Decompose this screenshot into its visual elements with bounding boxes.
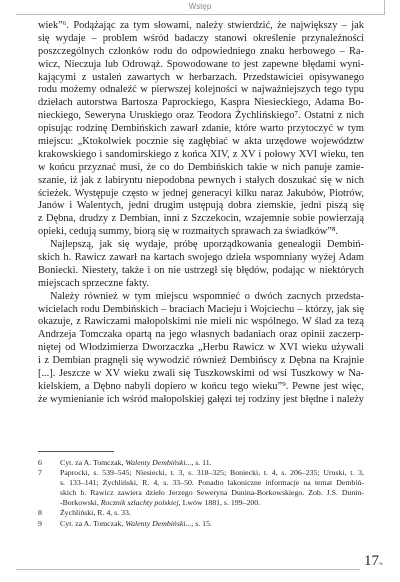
footnote-line: skich h. Rawicz zawiera dzieło Jerzego Seweryna Dunina-Borkowskiego. Zob. J.S. Dunin-	[60, 488, 364, 498]
body-line: wiek”⁶. Podążając za tym słowami, należy stwierdzić, że największy – jak	[38, 20, 364, 31]
body-line: ścieżek. Występuje często w jednej generacyi kilku naraz Jakubów, Piotrów,	[38, 187, 364, 199]
body-line: krakowskiego i sandomirskiego z końca XIV, z XV i połowy XVI wieku, ten	[38, 148, 364, 160]
body-line: opieki, cedują summy, biorą się w rozmaitych sprawach za świadków”⁸.	[38, 226, 339, 238]
body-line: szanie, iż jak z labiryntu niepodobna pewnych i stałych doszukać się w nich	[38, 174, 364, 186]
title-italic: Walenty Dembiński...	[125, 458, 192, 467]
body-line: Andrzeja Tomczaka opartą na jego własnych badaniach oraz opinii zaczerp-	[38, 329, 364, 341]
body-line: dziełach autorstwa Bartosza Paprockiego, Kaspra Niesieckiego, Adama Bo-	[38, 97, 364, 109]
title-italic: Rocznik szlachty polskiej	[100, 498, 179, 508]
footnote-line: -Borkowski, Rocznik szlachty polskiej, Lwów 1881, s. 199–200.	[60, 498, 261, 508]
body-line: [...]. Jeszcze w XV wieku zwali się Tuszkowskimi od wsi Tuszkowy w Na-	[38, 368, 364, 380]
body-line: Janów i Walentych, jedni drugim ustępują dobra ziemskie, jedni piszą się	[38, 200, 364, 212]
footnote-number: 9	[38, 518, 42, 528]
body-line: Należy również w tym miejscu wspomnieć o dwóch zacnych przedsta-	[50, 290, 364, 302]
body-line: z Dębna, drudzy z Dembian, inni z Szczekocin, wzajemnie sobie powierzają	[38, 213, 364, 225]
footnote-line: Cyt. za A. Tomczak, Walenty Dembiński..., s. 15.	[60, 518, 212, 528]
body-line: wicielach rodu Dembińskich – braciach Macieju i Wojciechu – którzy, jak się	[38, 303, 364, 315]
footnotes	[38, 458, 364, 529]
body-line: Najlepszą, jak się wydaje, próbę uporządkowania genealogii Dembiń-	[50, 239, 364, 251]
body-line: poszczególnych członków rodu do odpowiedniego znaku herbowego – Ra-	[38, 45, 364, 57]
folio-ornament-icon: ❧	[378, 560, 384, 568]
footer-rule	[16, 569, 360, 570]
title-italic: Walenty Dembiński...	[125, 518, 192, 528]
footnote	[38, 519, 364, 529]
header-rule	[16, 14, 385, 15]
page-number: 17	[364, 553, 379, 569]
body-line: i z Dembian pragnęli się wywodzić również Dembińscy z Dębna na Krajnie	[38, 355, 364, 367]
body-text	[38, 20, 364, 407]
body-line: wicz, Nieczuja lub Odrowąż. Spowodowane to jest zapewne błędami wyni-	[38, 58, 364, 70]
footnote-line: Paprocki, s. 539–545; Niesiecki, t. 3, s. 318–325; Boniecki, t. 4, s. 206–235; Uruski, t. 3,	[60, 468, 364, 478]
footnote-separator	[38, 451, 114, 452]
body-line: okazuje, z Rawiczami małopolskimi nie mieli nic wspólnego. W ślad za tezą	[38, 316, 364, 328]
body-line: nieckiego, Seweryna Uruskiego oraz Teodora Żychlińskiego⁷. Ostatni z nich	[38, 110, 364, 122]
running-header: Wstęp	[188, 2, 212, 11]
body-line: Boniecki. Niestety, także i on nie ustrzegł się błędów, podając w niektórych	[38, 264, 364, 276]
footnote	[38, 458, 364, 468]
body-line: kielskiem, a Dębno nabyli dopiero w końcu tego wieku”⁹. Pewne jest więc,	[38, 380, 364, 392]
footnote-line: Cyt. za A. Tomczak, Walenty Dembiński..., s. 11.	[60, 458, 212, 467]
body-line: w końcu przyznać musi, że co do Dembińskich takie w nich panuje zamie-	[38, 161, 364, 173]
body-line: miejscach sprzeczne fakty.	[38, 277, 149, 289]
footnote-line: s. 133–141; Żychliński, R. 4, s. 33–50. Ponadto lakoniczne informacje na temat Dembiń-	[60, 478, 364, 488]
body-line: niętej od Włodzimierza Dworzaczka „Herbu Rawicz w XVI wieku używali	[38, 342, 364, 354]
body-line: skich h. Rawicz zawarł na kartach swojego dzieła wspomniany wyżej Adam	[38, 252, 364, 264]
footnote-number: 6	[38, 458, 42, 467]
body-line: kającymi z ustaleń zawartych w herbarzach. Przedstawiciei opisywanego	[38, 71, 364, 83]
body-line: miejscu: „Ktokolwiek pocznie się zagłębiać w akta urzędowe województw	[38, 136, 364, 148]
footnote	[38, 468, 364, 508]
body-line: opisując rodzinę Dembińskich zawarł zdanie, które warto przytoczyć w tym	[38, 123, 364, 135]
body-line: rodu możemy odnaleźć w pierwszej kolejności w najważniejszych tego typu	[38, 84, 364, 96]
footnote	[38, 508, 364, 518]
footnote-number: 8	[38, 508, 42, 518]
footnote-number: 7	[38, 468, 42, 478]
body-line: się wydaje – problem wśród badaczy stanowi określenie przynależności	[38, 32, 364, 44]
footnote-line: Żychliński, R. 4, s. 33.	[60, 508, 131, 518]
body-line: że wymienianie ich wśród małopolskiej gałęzi tej rodziny jest błędne i należy	[38, 393, 364, 405]
